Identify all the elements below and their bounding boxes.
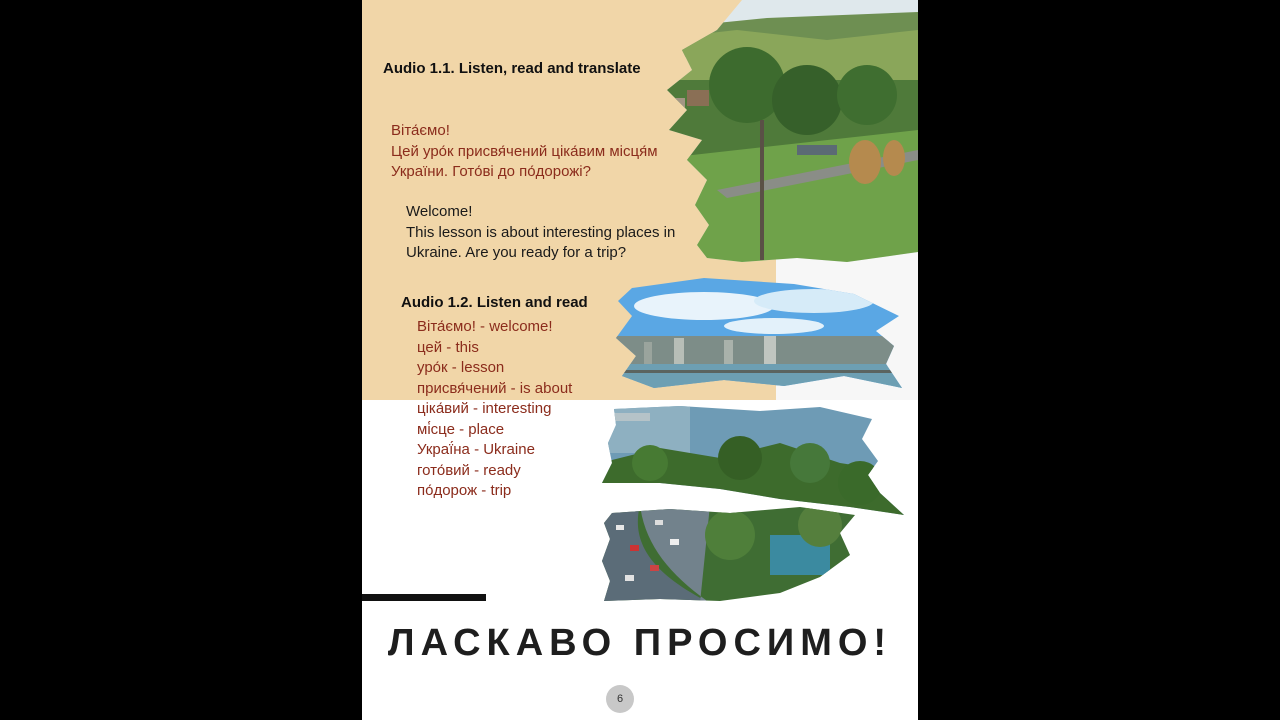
en-line: Ukraine. Are you ready for a trip? [406,244,627,261]
vocab-item: присвя́чений - is about [417,379,573,397]
vocab-item: уро́к - lesson [417,359,505,376]
ukrainian-welcome-text [391,121,658,183]
textbook-page [362,0,918,720]
city-river-photo [614,276,904,396]
ua-line: Віта́ємо! [391,122,450,139]
page-number-badge: 6 [606,685,634,713]
vocab-item: цей - this [417,338,479,356]
english-translation-text [406,202,675,264]
vocab-item: Віта́ємо! - welcome! [417,318,553,335]
decorative-bar [362,594,486,601]
en-line: This lesson is about interesting places in [406,223,676,241]
audio-1-2-heading: Audio 1.2. Listen and read [401,294,588,311]
vocabulary-list [417,317,572,502]
road-cars-photo [600,505,862,603]
vocab-item: гото́вий - ready [417,461,521,479]
audio-1-1-heading: Audio 1.1. Listen, read and translate [383,60,641,77]
page-title: ЛАСКАВО ПРОСИМО! [387,622,893,664]
vocab-item: Украї́на - Ukraine [417,441,535,458]
river-trees-photo [600,403,905,518]
vocab-item: ціка́вий - interesting [417,400,552,417]
vocab-item: мі́сце - place [417,420,505,438]
ua-line: України. Гото́ві до по́дорожі? [391,163,591,180]
ua-line: Цей уро́к присвя́чений ціка́вим місця́м [391,142,658,160]
en-line: Welcome! [406,203,473,220]
countryside-photo [647,0,918,265]
vocab-item: по́дорож - trip [417,482,512,499]
